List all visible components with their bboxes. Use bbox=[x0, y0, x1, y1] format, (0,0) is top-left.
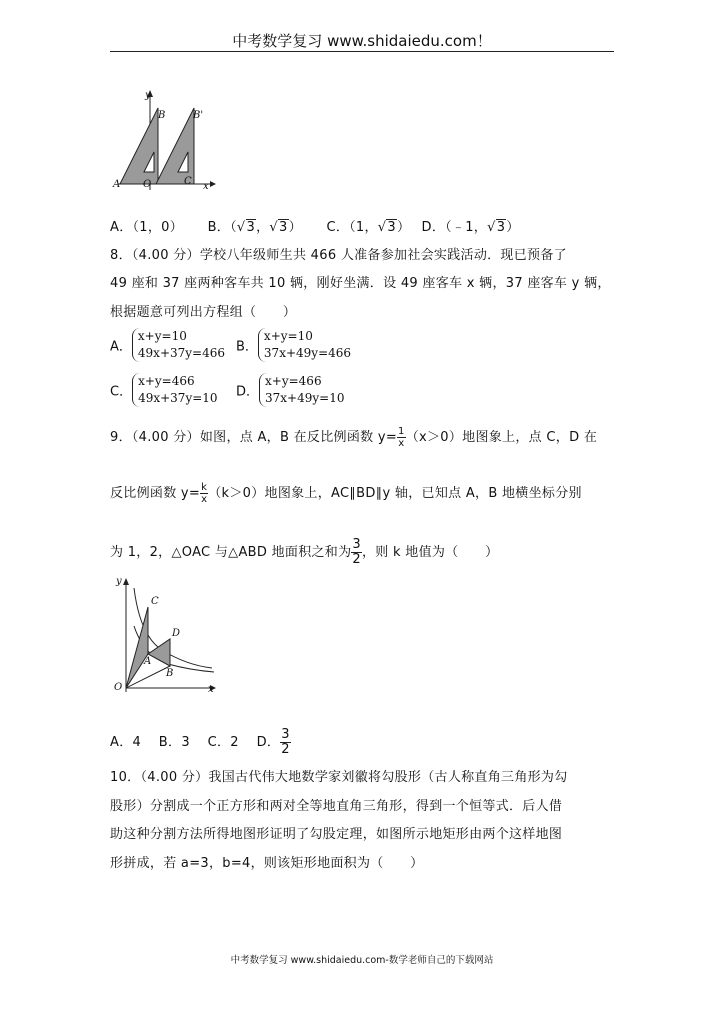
fig2-label-o: O bbox=[114, 682, 123, 693]
q9-stem-line-2: 反比例函数 y= $\frac{k}{x}$ （k＞0）地图象上，AC∥BD∥y 轴，已知点 A，B 地横坐标分别 bbox=[110, 482, 582, 505]
fig2-label-c: C bbox=[151, 596, 159, 607]
q7-option-a: A．（1，0） bbox=[110, 220, 177, 235]
q10-stem-line-2: 股形）分割成一个正方形和两对全等地直角三角形，得到一个恒等式．后人借 bbox=[110, 799, 563, 814]
page-header-title: 中考数学复习 www.shidaiedu.com！ bbox=[232, 32, 492, 50]
fig1-label-y: y bbox=[145, 90, 151, 101]
q8-stem-line-3: 根据题意可列出方程组（ ） bbox=[110, 305, 297, 320]
figure-q7-triangles bbox=[110, 86, 220, 196]
q10-stem-line-3: 助这种分割方法所得地图形证明了勾股定理，如图所示地矩形由两个这样地图 bbox=[110, 827, 563, 842]
q8-option-d-system: x+y=466 37x+49y=10 bbox=[259, 373, 344, 407]
q7-option-c: C．（1，√3） bbox=[326, 220, 404, 235]
fig2-label-b: B bbox=[166, 668, 174, 679]
q8-option-d: D． x+y=466 37x+49y=10 bbox=[236, 374, 345, 405]
header-divider bbox=[110, 51, 614, 52]
fig2-label-a: A bbox=[144, 656, 152, 667]
figure-q9-hyperbolas bbox=[110, 574, 222, 698]
q7-option-d: D．（﹣1，√3） bbox=[421, 220, 520, 235]
q7-option-b: B．（√3，√3） bbox=[207, 220, 296, 235]
fig1-label-o: O bbox=[143, 179, 152, 190]
q8-option-a: A． x+y=10 49x+37y=466 bbox=[110, 329, 226, 360]
fig2-label-y: y bbox=[116, 576, 122, 587]
q8-option-c-system: x+y=466 49x+37y=10 bbox=[132, 373, 217, 407]
page-footer: 中考数学复习 www.shidaiedu.com-数学老师自己的下载网站 bbox=[230, 955, 494, 966]
q9-options: A．4 B．3 C．2 D． $\frac{3}{2}$ bbox=[110, 727, 290, 757]
q8-option-b: B． x+y=10 37x+49y=466 bbox=[236, 329, 352, 360]
fig1-label-x: x bbox=[203, 181, 209, 192]
fig1-label-a: A bbox=[113, 179, 121, 190]
q8-option-b-system: x+y=10 37x+49y=466 bbox=[258, 328, 351, 362]
q10-stem-line-1: 10．（4.00 分）我国古代伟大地数学家刘徽将勾股形（古人称直角三角形为勾 bbox=[110, 770, 568, 785]
fig1-label-b: B bbox=[158, 110, 166, 121]
fig1-label-c: C bbox=[184, 176, 192, 187]
fig2-label-x: x bbox=[208, 684, 214, 695]
q10-stem-line-4: 形拼成，若 a=3，b=4，则该矩形地面积为（ ） bbox=[110, 856, 424, 871]
q8-stem-line-1: 8．（4.00 分）学校八年级师生共 466 人准备参加社会实践活动．现已预备了 bbox=[110, 248, 567, 263]
q9-stem-line-3: 为 1，2，△OAC 与△ABD 地面积之和为 $\frac{3}{2}$ ，则 k 地值为（ ） bbox=[110, 537, 499, 567]
q8-stem-line-2: 49 座和 37 座两种客车共 10 辆，刚好坐满．设 49 座客车 x 辆，37 座客车 y 辆， bbox=[110, 276, 611, 291]
q7-options bbox=[110, 216, 520, 235]
fig2-label-d: D bbox=[172, 628, 181, 639]
fig1-label-b-prime: B' bbox=[193, 110, 204, 121]
q9-stem-line-1: 9．（4.00 分）如图，点 A，B 在反比例函数 y= $\frac{1}{x}$ （x＞0）地图象上，点 C，D 在 bbox=[110, 426, 598, 449]
q8-option-a-system: x+y=10 49x+37y=466 bbox=[132, 328, 225, 362]
q8-option-c: C． x+y=466 49x+37y=10 bbox=[110, 374, 218, 405]
